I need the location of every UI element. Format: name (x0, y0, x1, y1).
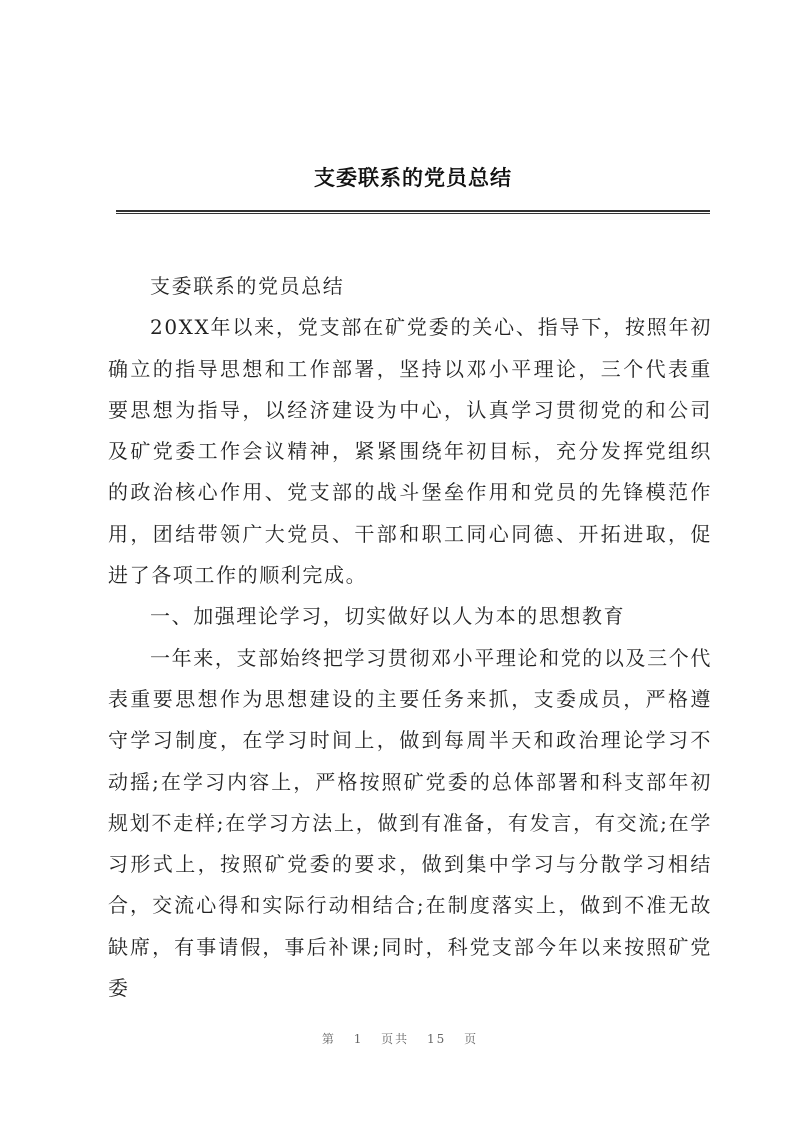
section-heading-1: 一、加强理论学习，切实做好以人为本的思想教育 (150, 604, 626, 629)
title-divider (116, 210, 710, 214)
paragraph-section-1: 一年来，支部始终把学习贯彻邓小平理论和党的以及三个代表重要思想作为思想建设的主要任务来抓，支委成员，严格遵守学习制度，在学习时间上，做到每周半天和政治理论学习不动摇;在学习内容上，严格按照矿党委的总体部署和科支部年初规划不走样;在学习方法上，做到有准备，有发言，有交流;在学习形式上，按照矿党委的要求，做到集中学习与分散学习相结合，交流心得和实际行动相结合;在制度落实上，做到不准无故缺席，有事请假，事后补课;同时，科党支部今年以来按照矿党委 (108, 645, 712, 1001)
footer-prefix: 第 (321, 1032, 336, 1046)
paragraph-intro: 20XX年以来，党支部在矿党委的关心、指导下，按照年初确立的指导思想和工作部署，坚持以邓小平理论，三个代表重要思想为指导，以经济建设为中心，认真学习贯彻党的和公司及矿党委工作会议精神，紧紧围绕年初目标，充分发挥党组织的政治核心作用、党支部的战斗堡垒作用和党员的先锋模范作用，团结带领广大党员、干部和职工同心同德、开拓进取，促进了各项工作的顺利完成。 (108, 315, 712, 588)
page-number-footer (0, 1030, 800, 1047)
document-title: 支委联系的党员总结 (314, 166, 512, 190)
total-pages-number: 15 (427, 1032, 447, 1046)
paragraph-heading: 支委联系的党员总结 (150, 274, 345, 298)
footer-middle: 页共 (381, 1032, 410, 1046)
current-page-number: 1 (353, 1032, 364, 1046)
page-header (116, 160, 710, 196)
document-body (108, 266, 712, 1009)
footer-suffix: 页 (464, 1032, 479, 1046)
